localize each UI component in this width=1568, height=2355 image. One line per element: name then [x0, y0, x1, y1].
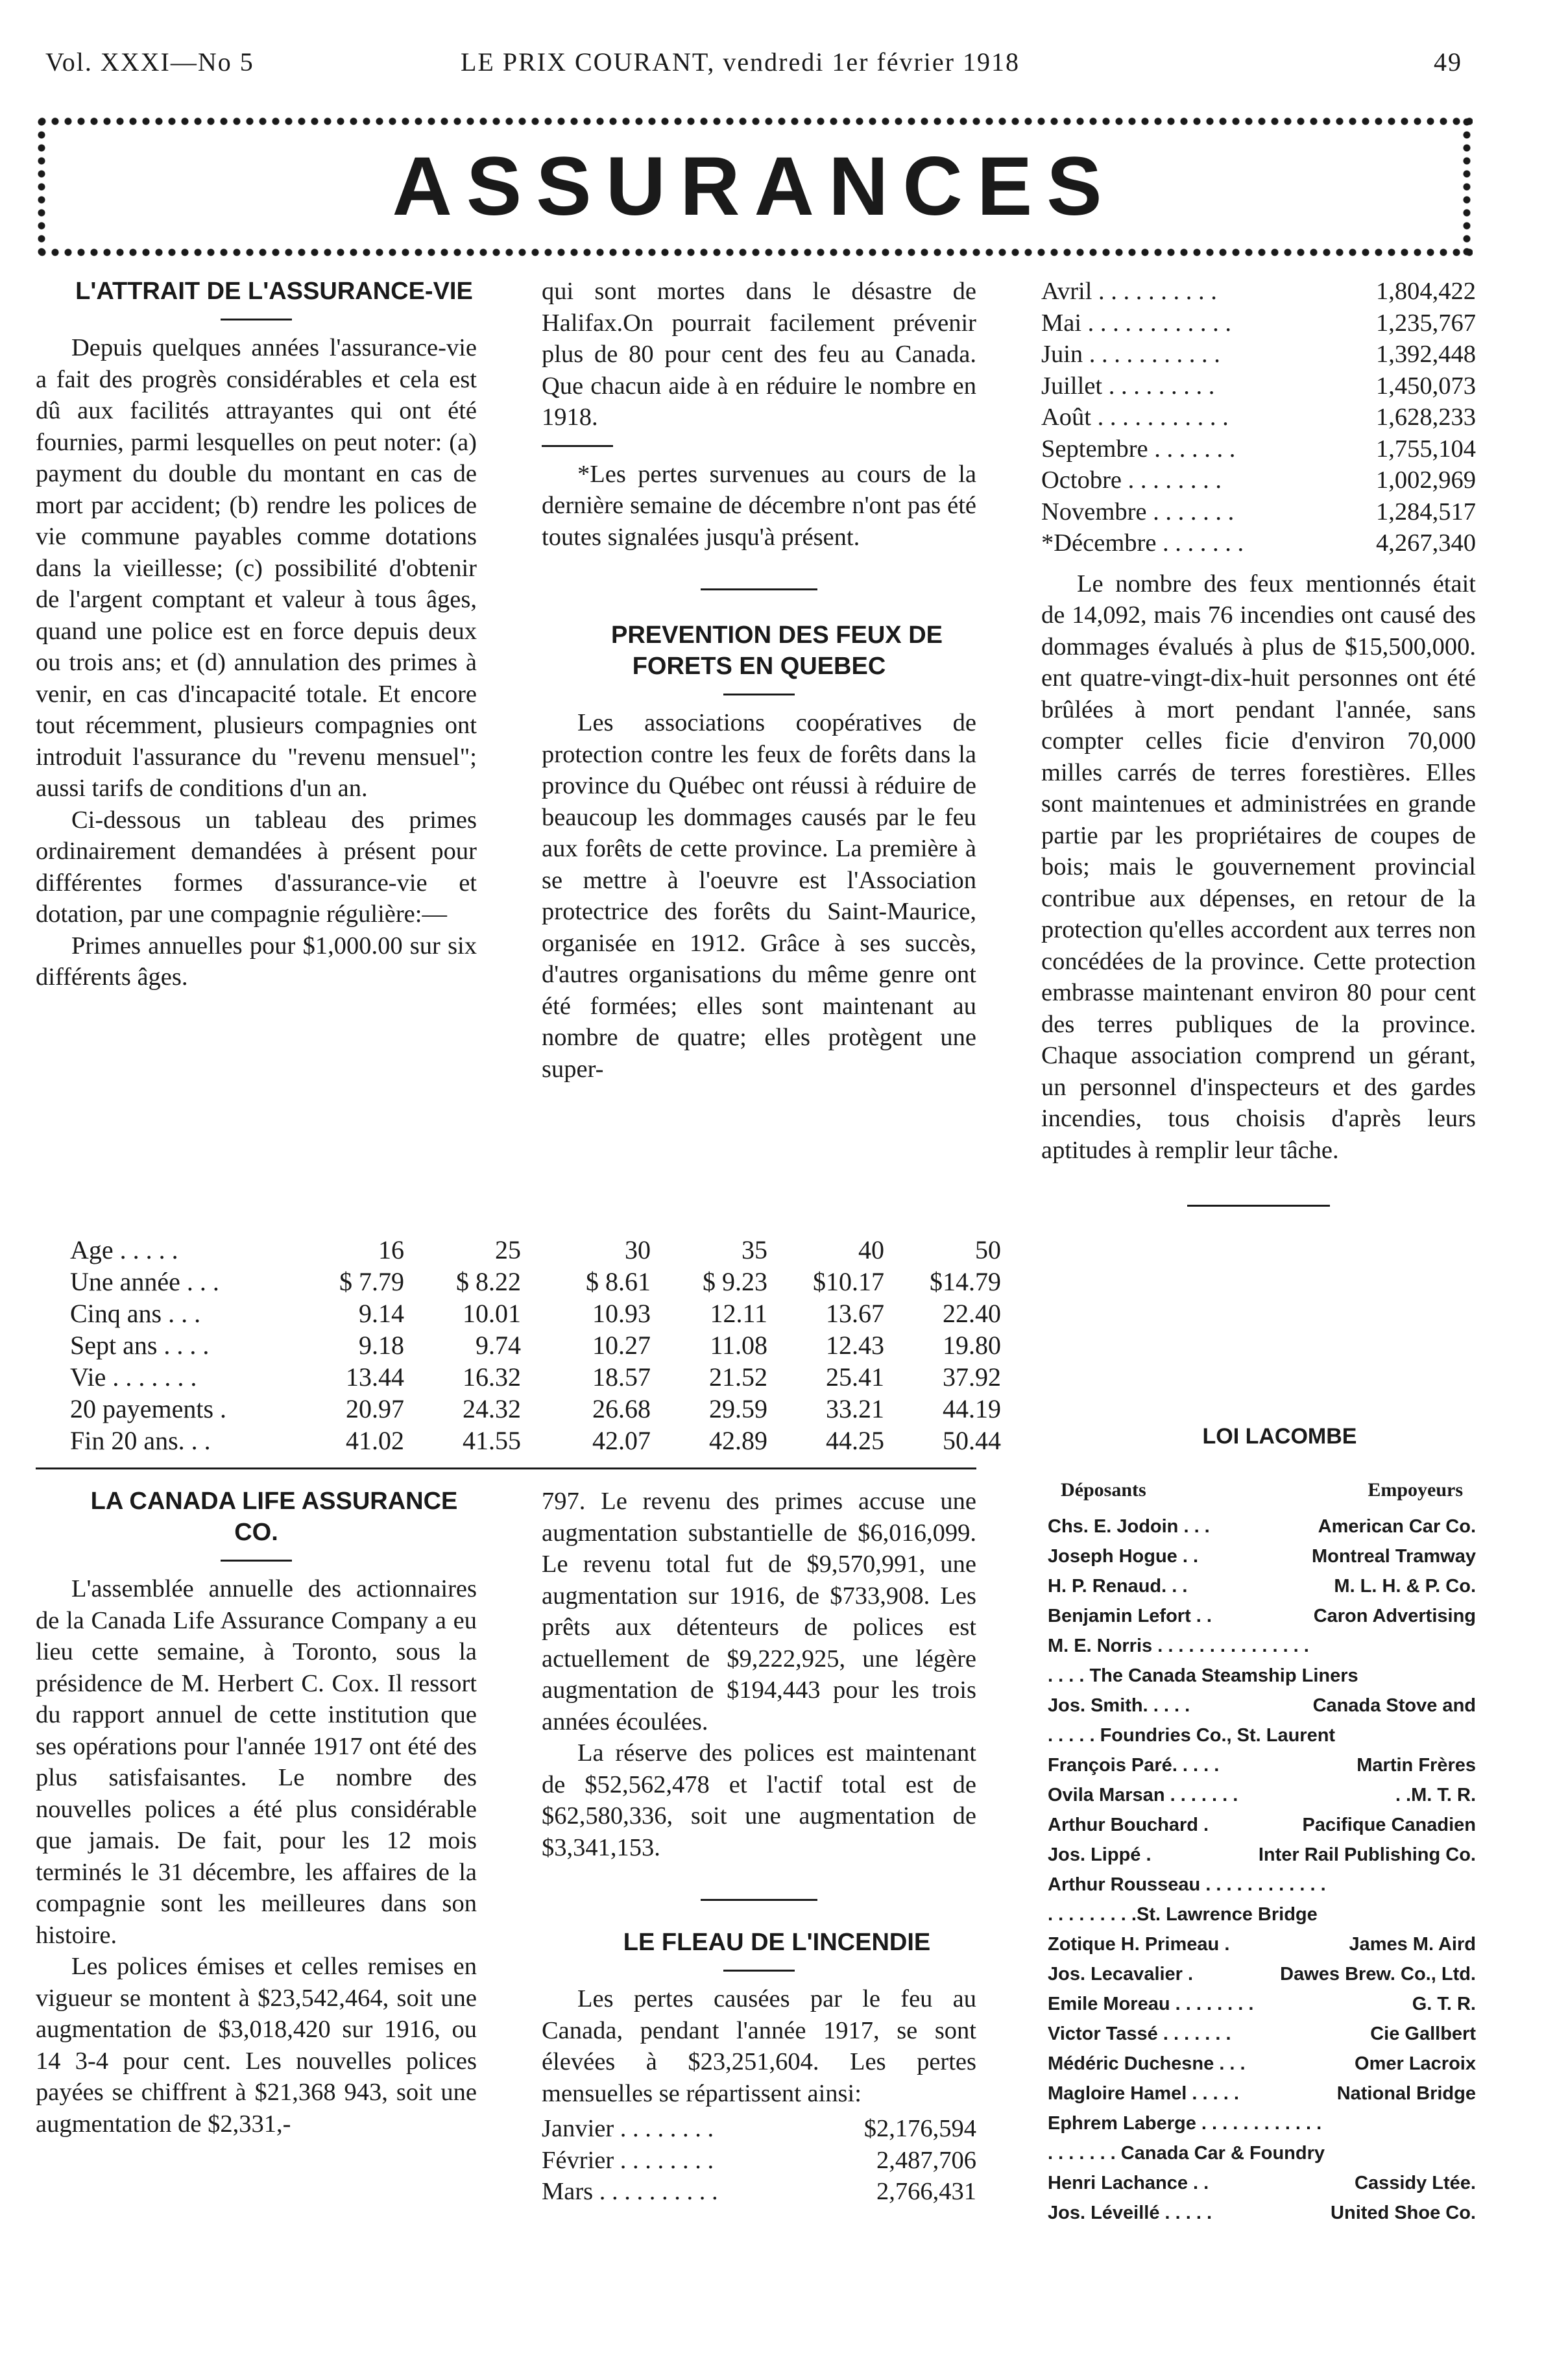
article-title: PREVENTION DES FEUX DE FORETS EN QUEBEC: [611, 622, 943, 680]
table-header-row: [1048, 1475, 1476, 1505]
depositor-name: H. P. Renaud. . .: [1048, 1576, 1188, 1597]
table-cell: 9.18: [359, 1331, 404, 1360]
table-cell: Cinq ans . . .: [70, 1299, 201, 1328]
month-value: 1,235,767: [1376, 309, 1476, 337]
month-value: 2,766,431: [876, 2178, 976, 2205]
table-cell: 50.44: [943, 1426, 1001, 1455]
ornamental-border-top: [36, 115, 1473, 127]
rule: [1187, 1205, 1330, 1207]
month-value: 1,450,073: [1376, 372, 1476, 400]
list-item: [1048, 1870, 1476, 1900]
depositor-name: Ovila Marsan . . . . . . .: [1048, 1785, 1238, 1805]
paragraph: Depuis quelques années l'assurance-vie a fait des progrès considérables et cela est dû aux facilités attrayantes qui ont été fournies, parmi lesquelles on peut noter: (a) payment du double du montant en cas de mort par accident; (b) rendre les polices de vie commune payables comme dotations dans la vieillesse; (c) possibilité d'obtenir de l'argent comptant et valeur à tous âges, quand une police est en force depuis deux ou trois ans; et (d) annulation des primes à venir, en cas d'incapacité totale. Et encore tout récemment, plusieurs compagnies ont introduit l'assurance du "revenu mensuel"; aussi tarifs de conditions d'un an.: [36, 334, 477, 802]
lacombe-list: [1048, 1512, 1476, 2228]
list-item: [1048, 1541, 1476, 1571]
table-cell: $14.79: [930, 1267, 1001, 1296]
depositor-name: . . . . . Foundries Co., St. Laurent: [1048, 1725, 1336, 1746]
employer-name: Montreal Tramway: [1311, 1546, 1476, 1567]
title-rule: [221, 1560, 292, 1562]
table-cell: 12.43: [826, 1331, 884, 1360]
table-cell: Une année . . .: [70, 1267, 219, 1296]
depositor-name: Ephrem Laberge . . . . . . . . . . . .: [1048, 2113, 1322, 2134]
table-cell: 16.32: [463, 1362, 521, 1392]
table-row: [542, 2145, 976, 2177]
table-cell: 13.44: [346, 1362, 404, 1392]
depositor-name: Joseph Hogue . .: [1048, 1546, 1199, 1567]
table-cell: 42.89: [709, 1426, 767, 1455]
table-cell: 26.68: [592, 1394, 651, 1423]
employer-name: Omer Lacroix: [1355, 2053, 1476, 2074]
table-cell: 33.21: [826, 1394, 884, 1423]
title-rule: [723, 1970, 795, 1972]
table-header-cell: Déposants: [1061, 1479, 1146, 1501]
employer-name: M. L. H. & P. Co.: [1334, 1576, 1476, 1597]
paragraph: Ci-dessous un tableau des primes ordinairement demandées à présent pour différentes formes d'assurance-vie et dotation, par une compagnie régulière:—: [36, 806, 477, 928]
employer-name: Canada Stove and: [1312, 1695, 1476, 1716]
volume-label: Vol. XXXI—No 5: [45, 47, 254, 77]
list-item: [1048, 2198, 1476, 2228]
table-header-cell: 35: [742, 1235, 767, 1264]
depositor-name: . . . . The Canada Steamship Liners: [1048, 1665, 1358, 1686]
table-cell: Vie . . . . . . .: [70, 1362, 197, 1392]
employer-name: Martin Frères: [1357, 1755, 1476, 1776]
depositor-name: Emile Moreau . . . . . . . .: [1048, 1994, 1254, 2014]
month-value: $2,176,594: [863, 2115, 976, 2142]
list-item: [1048, 2079, 1476, 2108]
column3-top: [1041, 276, 1476, 1233]
month-label: Septembre . . . . . . .: [1041, 435, 1236, 463]
employer-name: . .M. T. R.: [1395, 1785, 1476, 1805]
article-attrait-assurance: [36, 276, 477, 993]
depositor-name: Arthur Bouchard .: [1048, 1815, 1209, 1835]
title-rule: [723, 694, 795, 695]
table-row: [1041, 370, 1476, 402]
month-label: Février . . . . . . . .: [542, 2146, 714, 2174]
monthly-losses-table: [542, 2113, 976, 2208]
month-value: 1,002,969: [1376, 466, 1476, 494]
article-title: LE FLEAU DE L'INCENDIE: [623, 1929, 931, 1956]
table-row: [1041, 527, 1476, 559]
table-row: [70, 1393, 1001, 1425]
list-item: [1048, 1601, 1476, 1631]
table-cell: 9.74: [476, 1331, 521, 1360]
paragraph: Le nombre des feux mentionnés était de 14,092, mais 76 incendies ont causé des dommages évalués à plus de $15,500,000. ent quatre-vingt-dix-huit personnes ont été brûlées à mort pendant l'année, sans compter celles ficie d'environ 70,000 milles carrés de terres forestières. Elles sont maintenues et administrées en grande partie par les propriétaires de coupes de bois; mais le gouvernement provincial contribue aux dépenses, en retour de la protection qu'elles accordent aux terres non concédées de la province. Cette protection embrasse maintenant environ 80 pour cent des terres publiques de la province. Chaque association comprend un gérant, un personnel d'inspecteurs et des gardes incendies, tous choisis d'après leurs aptitudes à remplir leur tâche.: [1041, 570, 1476, 1164]
table-cell: 25.41: [826, 1362, 884, 1392]
table-header-row: [70, 1234, 1001, 1266]
table-cell: 18.57: [592, 1362, 651, 1392]
list-item: [1048, 1840, 1476, 1870]
month-label: Août . . . . . . . . . . .: [1041, 404, 1229, 431]
table-cell: 19.80: [943, 1331, 1001, 1360]
table-cell: 21.52: [709, 1362, 767, 1392]
table-cell: 20 payements .: [70, 1394, 227, 1423]
employer-name: National Bridge: [1336, 2083, 1476, 2104]
table-cell: 11.08: [710, 1331, 767, 1360]
month-label: Janvier . . . . . . . .: [542, 2115, 714, 2142]
list-item: [1048, 1929, 1476, 1959]
depositor-name: Médéric Duchesne . . .: [1048, 2053, 1246, 2074]
list-item: [1048, 1750, 1476, 1780]
table-cell: 24.32: [463, 1394, 521, 1423]
table-header-cell: Empoyeurs: [1368, 1479, 1463, 1501]
table-row: [1041, 465, 1476, 496]
list-item: [1048, 1571, 1476, 1601]
table-cell: $ 7.79: [339, 1267, 404, 1296]
table-cell: 10.93: [592, 1299, 651, 1328]
table-cell: $ 9.23: [703, 1267, 767, 1296]
month-value: 1,284,517: [1376, 498, 1476, 525]
article-title: L'ATTRAIT DE L'ASSURANCE-VIE: [75, 278, 473, 305]
table-cell: 41.55: [463, 1426, 521, 1455]
employer-name: Cie Gallbert: [1370, 2023, 1476, 2044]
monthly-losses-table: [1041, 276, 1476, 559]
depositor-name: François Paré. . . . .: [1048, 1755, 1220, 1776]
article-canada-life: [36, 1486, 477, 2140]
list-item: [1048, 1900, 1476, 1929]
footnote: *Les pertes survenues au cours de la dernière semaine de décembre n'ont pas été toutes signalées jusqu'à présent.: [542, 460, 976, 551]
list-item: [1048, 2108, 1476, 2138]
table-cell: 41.02: [346, 1426, 404, 1455]
month-label: Octobre . . . . . . . .: [1041, 466, 1222, 494]
employer-name: James M. Aird: [1349, 1934, 1476, 1955]
paragraph: La réserve des polices est maintenant de $52,562,478 et l'actif total est de $62,580,336, soit une augmentation de $3,341,153.: [542, 1739, 976, 1861]
table-cell: Sept ans . . . .: [70, 1331, 210, 1360]
paragraph: qui sont mortes dans le désastre de Halifax.On pourrait facilement prévenir plus de 80 pour cent des feu au Canada. Que chacun aide à en réduire le nombre en 1918.: [542, 278, 976, 431]
employer-name: Caron Advertising: [1313, 1606, 1476, 1626]
table-row: [1041, 276, 1476, 308]
table-row: [70, 1425, 1001, 1456]
month-label: Avril . . . . . . . . . .: [1041, 278, 1217, 305]
paragraph: Les associations coopératives de protection contre les feux de forêts dans la province du Québec ont réussi à réduire de beaucoup les dommages causés par le feu aux forêts de cette province. La première à se mettre à l'oeuvre est l'Association protectrice des forêts du Saint-Maurice, organisée en 1912. Grâce à ses succès, d'autres organisations du même genre ont été formées; elles sont maintenant au nombre de quatre; elles protègent une super-: [542, 709, 976, 1083]
depositor-name: M. E. Norris . . . . . . . . . . . . . . .: [1048, 1636, 1309, 1656]
paragraph: Primes annuelles pour $1,000.00 sur six différents âges.: [36, 932, 477, 991]
employer-name: Dawes Brew. Co., Ltd.: [1280, 1964, 1476, 1985]
month-value: 2,487,706: [876, 2146, 976, 2174]
running-header: [39, 47, 1473, 86]
article-title: LOI LACOMBE: [1202, 1424, 1357, 1449]
depositor-name: . . . . . . . . .St. Lawrence Bridge: [1048, 1904, 1318, 1925]
table-row: [1041, 339, 1476, 370]
list-item: [1048, 1780, 1476, 1810]
table-header-cell: 50: [975, 1235, 1001, 1264]
column2-bottom: [542, 1486, 976, 2208]
employer-name: United Shoe Co.: [1331, 2203, 1476, 2223]
table-header-cell: Age . . . . .: [70, 1235, 178, 1264]
list-item: [1048, 1989, 1476, 2019]
table-row: [1041, 433, 1476, 465]
month-value: 1,392,448: [1376, 341, 1476, 368]
section-title: ASSURANCES: [392, 140, 1116, 233]
paragraph: Les polices émises et celles remises en vigueur se montent à $23,542,464, soit une augmentation de $3,018,420 sur 1916, ou 14 3-4 pour cent. Les nouvelles polices payées se chiffrent à $21,368 943, soit une augmentation de $2,331,-: [36, 1953, 477, 2138]
list-item: [1048, 1691, 1476, 1721]
month-label: Mars . . . . . . . . . .: [542, 2178, 718, 2205]
paragraph: 797. Le revenu des primes accuse une augmentation substantielle de $6,016,099. Le revenu total fut de $9,570,991, une augmentation sur 1916, de $733,908. Les prêts aux détenteurs de polices est actuellement de $9,222,925, une légère augmentation de $194,443 pour les trois années écoulées.: [542, 1488, 976, 1735]
depositor-name: . . . . . . . Canada Car & Foundry: [1048, 2143, 1325, 2164]
column2-top: [542, 276, 976, 1085]
article-loi-lacombe: [1048, 1421, 1476, 2228]
table-cell: 44.25: [826, 1426, 884, 1455]
list-item: [1048, 2019, 1476, 2049]
title-rule: [221, 319, 292, 320]
publication-title: LE PRIX COURANT, vendredi 1er février 1918: [461, 47, 1020, 77]
list-item: [1048, 2138, 1476, 2168]
list-item: [1048, 1512, 1476, 1541]
depositor-name: Jos. Lecavalier .: [1048, 1964, 1194, 1985]
employer-name: Pacifique Canadien: [1302, 1815, 1476, 1835]
table-cell: 29.59: [709, 1394, 767, 1423]
ornamental-border-bottom: [36, 247, 1473, 258]
employer-name: Inter Rail Publishing Co.: [1258, 1844, 1476, 1865]
section-divider: [36, 1467, 976, 1469]
table-row: [1041, 402, 1476, 433]
table-row: [70, 1266, 1001, 1298]
table-cell: 20.97: [346, 1394, 404, 1423]
table-row: [70, 1298, 1001, 1329]
table-header-cell: 25: [495, 1235, 521, 1264]
table-cell: $ 8.22: [456, 1267, 521, 1296]
depositor-name: Chs. E. Jodoin . . .: [1048, 1516, 1210, 1537]
page-number: 49: [1434, 47, 1462, 77]
month-label: Juillet . . . . . . . . .: [1041, 372, 1215, 400]
table-cell: 10.27: [592, 1331, 651, 1360]
list-item: [1048, 1810, 1476, 1840]
table-cell: 37.92: [943, 1362, 1001, 1392]
list-item: [1048, 1959, 1476, 1989]
table-cell: 13.67: [826, 1299, 884, 1328]
depositor-name: Arthur Rousseau . . . . . . . . . . . .: [1048, 1874, 1326, 1895]
table-header-cell: 40: [858, 1235, 884, 1264]
month-label: Juin . . . . . . . . . . .: [1041, 341, 1220, 368]
depositor-name: Jos. Lippé .: [1048, 1844, 1152, 1865]
table-row: [70, 1361, 1001, 1393]
month-value: 1,804,422: [1376, 278, 1476, 305]
employer-name: Cassidy Ltée.: [1355, 2173, 1476, 2193]
depositor-name: Jos. Léveillé . . . . .: [1048, 2203, 1212, 2223]
list-item: [1048, 2049, 1476, 2079]
depositor-name: Victor Tassé . . . . . . .: [1048, 2023, 1231, 2044]
month-value: 1,628,233: [1376, 404, 1476, 431]
depositor-name: Jos. Smith. . . . .: [1048, 1695, 1190, 1716]
month-label: Mai . . . . . . . . . . . .: [1041, 309, 1232, 337]
table-header-cell: 30: [625, 1235, 651, 1264]
depositor-name: Henri Lachance . .: [1048, 2173, 1209, 2193]
table-cell: Fin 20 ans. . .: [70, 1426, 211, 1455]
table-cell: 9.14: [359, 1299, 404, 1328]
depositor-name: Zotique H. Primeau .: [1048, 1934, 1230, 1955]
list-item: [1048, 1721, 1476, 1750]
table-header-cell: 16: [378, 1235, 404, 1264]
table-row: [542, 2176, 976, 2208]
table-cell: 22.40: [943, 1299, 1001, 1328]
table-row: [1041, 308, 1476, 339]
table-cell: 10.01: [463, 1299, 521, 1328]
depositor-name: Magloire Hamel . . . . .: [1048, 2083, 1239, 2104]
rule: [542, 445, 613, 447]
paragraph: L'assemblée annuelle des actionnaires de la Canada Life Assurance Company a eu lieu cette semaine, à Toronto, sous la présidence de M. Herbert C. Cox. Il ressort du rapport annuel de cette institution que ses opérations pour l'année 1917 ont été des plus satisfaisantes. Le nombre des nouvelles polices a été plus considérable que jamais. De fait, pour les 12 mois terminés le 31 décembre, les affaires de la compagnie sont les meilleures dans son histoire.: [36, 1575, 477, 1949]
table-cell: $ 8.61: [586, 1267, 651, 1296]
month-value: 4,267,340: [1376, 529, 1476, 557]
table-cell: 44.19: [943, 1394, 1001, 1423]
premium-table: [70, 1234, 1001, 1456]
table-row: [542, 2113, 976, 2145]
rule: [701, 1899, 817, 1901]
section-banner: [36, 115, 1473, 258]
list-item: [1048, 1631, 1476, 1661]
paragraph: Les pertes causées par le feu au Canada, pendant l'année 1917, se sont élevées à $23,251,604. Les pertes mensuelles se répartissent ainsi:: [542, 1985, 976, 2107]
employer-name: American Car Co.: [1318, 1516, 1476, 1537]
month-value: 1,755,104: [1376, 435, 1476, 463]
table-cell: 42.07: [592, 1426, 651, 1455]
depositor-name: Benjamin Lefort . .: [1048, 1606, 1212, 1626]
article-title: LA CANADA LIFE ASSURANCE CO.: [90, 1488, 458, 1546]
month-label: *Décembre . . . . . . .: [1041, 529, 1244, 557]
employer-name: G. T. R.: [1412, 1994, 1476, 2014]
month-label: Novembre . . . . . . .: [1041, 498, 1235, 525]
list-item: [1048, 2168, 1476, 2198]
table-row: [70, 1329, 1001, 1361]
table-row: [1041, 496, 1476, 528]
rule: [701, 588, 817, 590]
table-cell: 12.11: [710, 1299, 767, 1328]
table-cell: $10.17: [813, 1267, 884, 1296]
list-item: [1048, 1661, 1476, 1691]
